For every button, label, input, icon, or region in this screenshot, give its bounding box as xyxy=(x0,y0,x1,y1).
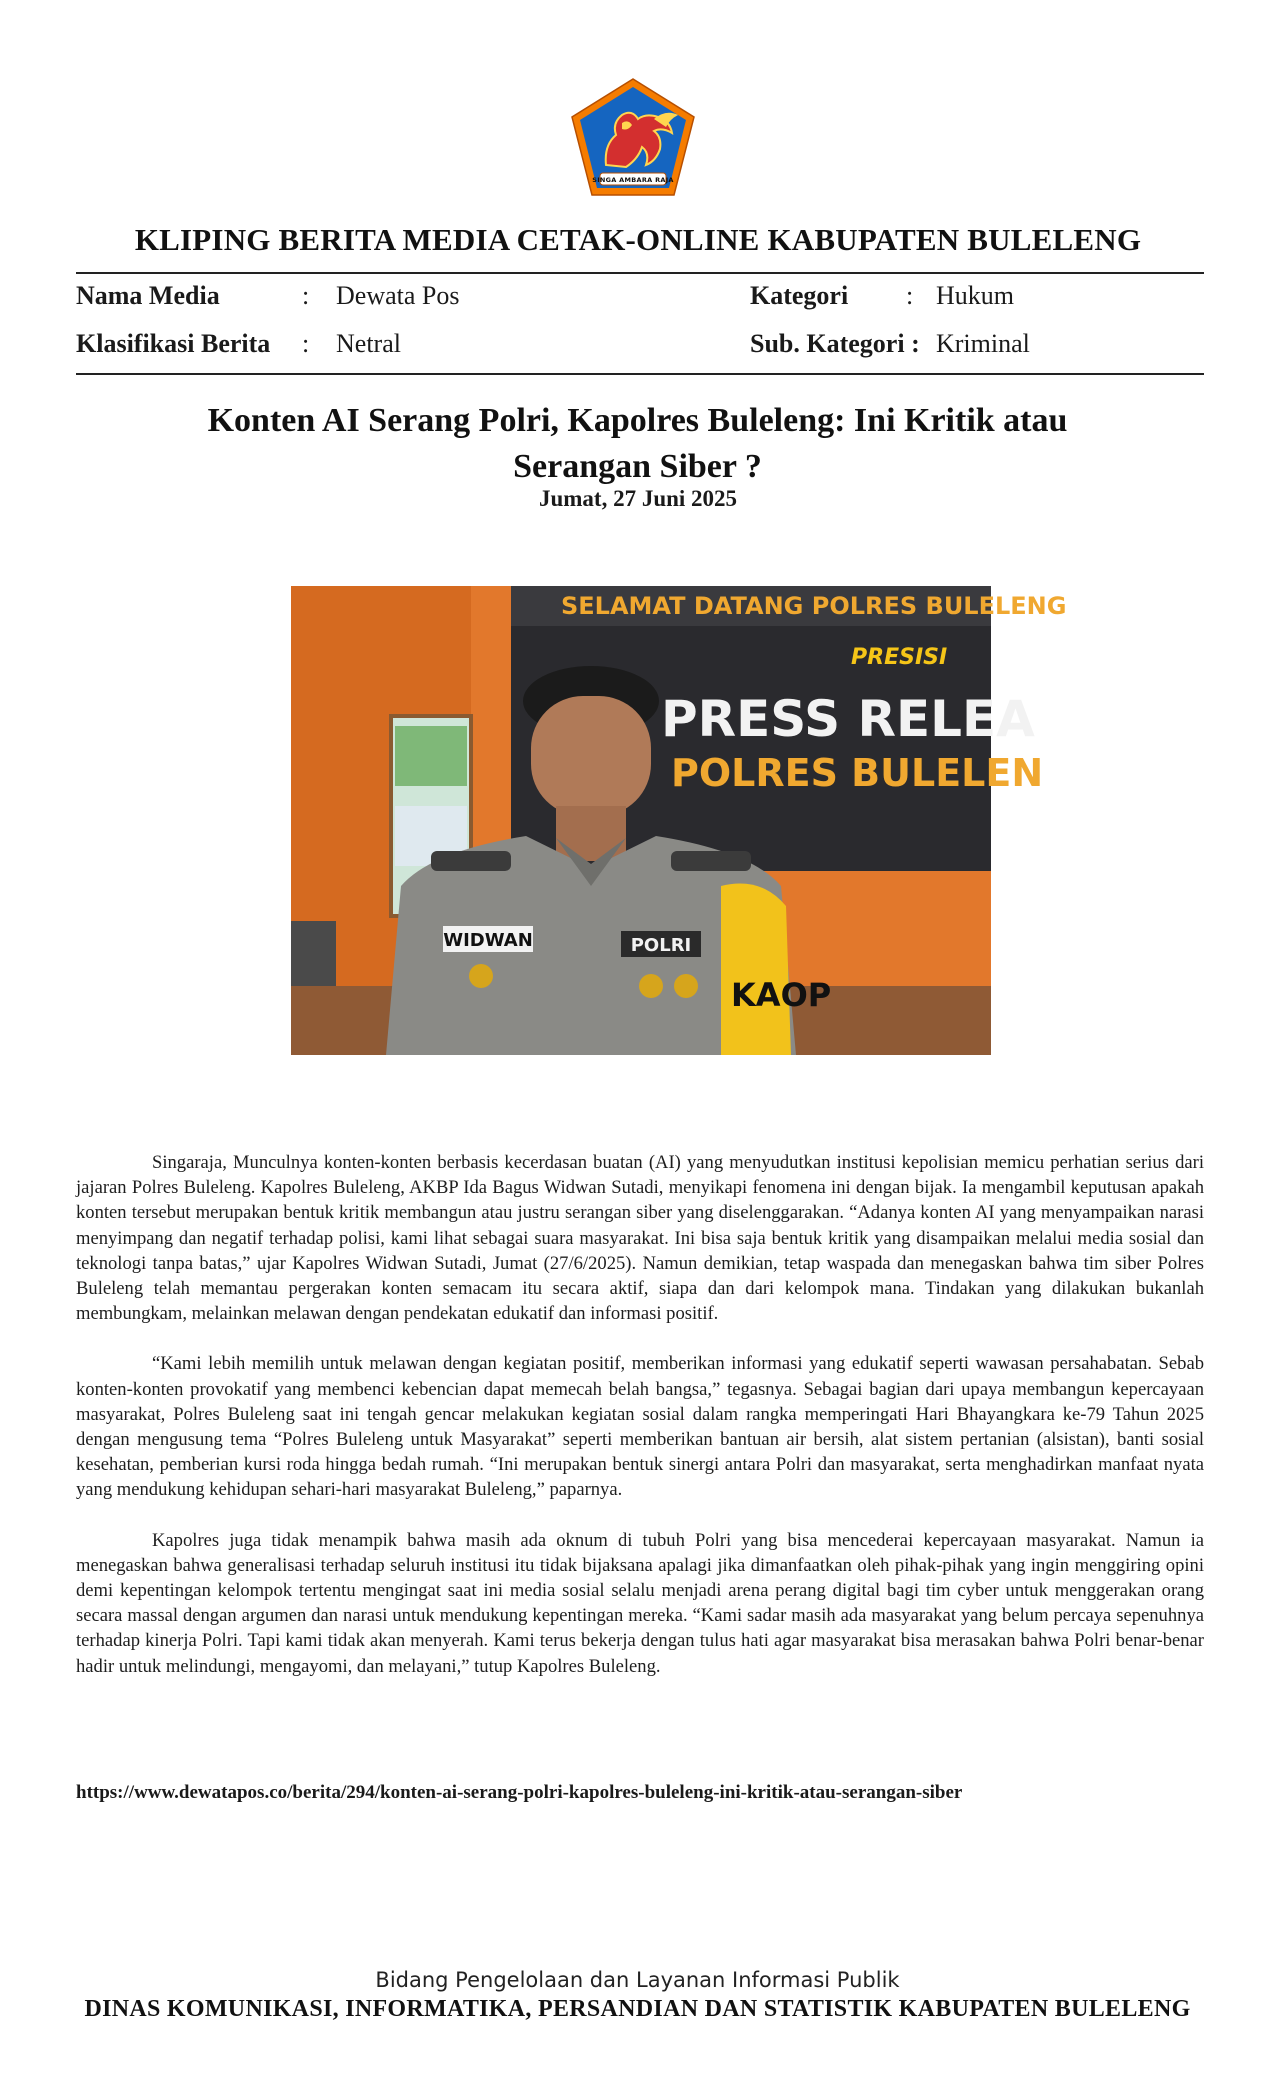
banner-press-release: PRESS RELEA xyxy=(661,690,1035,748)
meta-kategori-sep: : xyxy=(906,281,914,310)
meta-kategori-label: Kategori xyxy=(750,281,849,310)
article-title: Konten AI Serang Polri, Kapolres Buleleng: Ini Kritik atau Serangan Siber ? xyxy=(207,402,1068,485)
banner-polres: POLRES BULELEN xyxy=(671,751,1044,795)
document-title: KLIPING BERITA MEDIA CETAK-ONLINE KABUPATEN BULELENG xyxy=(134,222,1142,257)
footer-agency: DINAS KOMUNIKASI, INFORMATIKA, PERSANDIAN DAN STATISTIK KABUPATEN BULELENG xyxy=(84,1996,1191,2022)
meta-subkategori-label: Sub. Kategori : xyxy=(750,329,920,358)
article-date: Jumat, 27 Juni 2025 xyxy=(538,486,738,511)
meta-media-value: Dewata Pos xyxy=(336,281,460,310)
buleleng-crest-logo xyxy=(566,75,700,201)
logo-caption: SINGA AMBARA RAJA xyxy=(592,176,674,184)
article-photo xyxy=(291,586,1067,1055)
meta-klasifikasi-value: Netral xyxy=(336,329,401,358)
polri-tag: POLRI xyxy=(630,935,692,956)
source-url: https://www.dewatapos.co/berita/294/konten-ai-serang-polri-kapolres-buleleng-ini-kritik-atau-serangan-siber xyxy=(76,1782,963,1803)
meta-media-sep: : xyxy=(302,281,310,310)
meta-kategori-value: Hukum xyxy=(936,281,1014,310)
article-paragraph: “Kami lebih memilih untuk melawan dengan kegiatan positif, memberikan informasi yang edukatif seperti wawasan persahabatan. Sebab konten-konten provokatif yang membenci kebencian dapat memecah belah bangsa,” tegasnya. Sebagai bagian dari upaya membangun kepercayaan masyarakat, Polres Buleleng saat ini tengah gencar melakukan kegiatan sosial dalam rangka memperingati Hari Bhayangkara ke-79 Tahun 2025 dengan mengusung tema “Polres Buleleng untuk Masyarakat” seperti memberikan bantuan air bersih, alat sistem pertanian (alsistan), banti sosial kesehatan, pemberian kursi roda hingga bedah rumah. “Ini merupakan bentuk sinergi antara Polri dan masyarakat, serta menghadirkan manfaat nyata yang mendukung kehidupan sehari-hari masyarakat Buleleng,” paparnya. xyxy=(76,1353,1204,1501)
meta-subkategori-value: Kriminal xyxy=(936,329,1030,358)
banner-top-text: SELAMAT DATANG POLRES BULELENG xyxy=(561,592,1067,620)
name-tag: WIDWAN xyxy=(443,930,533,951)
article-body xyxy=(76,1150,1204,1704)
article-paragraph: Singaraja, Munculnya konten-konten berbasis kecerdasan buatan (AI) yang menyudutkan institusi kepolisian memicu perhatian serius dari jajaran Polres Buleleng. Kapolres Buleleng, AKBP Ida Bagus Widwan Sutadi, menyikapi fenomena ini dengan bijak. Ia mengambil keputusan apakah konten tersebut merupakan bentuk kritik membangun atau justru serangan siber yang diselenggarakan. “Adanya konten AI yang menyampaikan narasi menyimpang dan negatif terhadap polisi, kami lihat sebagai suara masyarakat. Ini bisa saja bentuk kritik yang disampaikan melalui media sosial dan teknologi tanpa batas,” ujar Kapolres Widwan Sutadi, Jumat (27/6/2025). Namun demikian, tetap waspada dan menegaskan bahwa tim siber Polres Buleleng telah memantau pergerakan konten semacam itu secara aktif, siapa dan dari kelompok mana. Tindakan yang dilakukan bukanlah membungkam, melainkan melawan dengan pendekatan edukatif dan informasi positif. xyxy=(76,1152,1204,1325)
presisi-badge: PRESISI xyxy=(851,645,948,670)
header-divider-top xyxy=(76,272,1204,274)
header-divider-bottom xyxy=(76,373,1204,375)
meta-media-label: Nama Media xyxy=(76,281,220,310)
meta-klasifikasi-sep: : xyxy=(302,329,310,358)
footer-subtitle: Bidang Pengelolaan dan Layanan Informasi Publik xyxy=(375,1968,900,1992)
article-paragraph: Kapolres juga tidak menampik bahwa masih ada oknum di tubuh Polri yang bisa mencederai kepercayaan masyarakat. Namun ia menegaskan bahwa generalisasi terhadap seluruh institusi itu tidak bijaksana apalagi jika dimanfaatkan oleh pihak-pihak yang ingin menggiring opini demi kepentingan kelompok tertentu mengingat saat ini media sosial selalu menjadi arena perang digital bagi tim cyber untuk menggerakan orang secara massal dengan argumen dan narasi untuk mendukung kepentingan mereka. “Kami sadar masih ada masyarakat yang belum percaya sepenuhnya terhadap kinerja Polri. Tapi kami tidak akan menyerah. Kami terus bekerja dengan tulus hati agar masyarakat bisa merasakan bahwa Polri benar-benar hadir untuk melindungi, mengayomi, dan melayani,” tutup Kapolres Buleleng. xyxy=(76,1529,1204,1677)
arm-band-text: KAOP xyxy=(731,976,832,1014)
meta-klasifikasi-label: Klasifikasi Berita xyxy=(76,329,271,358)
